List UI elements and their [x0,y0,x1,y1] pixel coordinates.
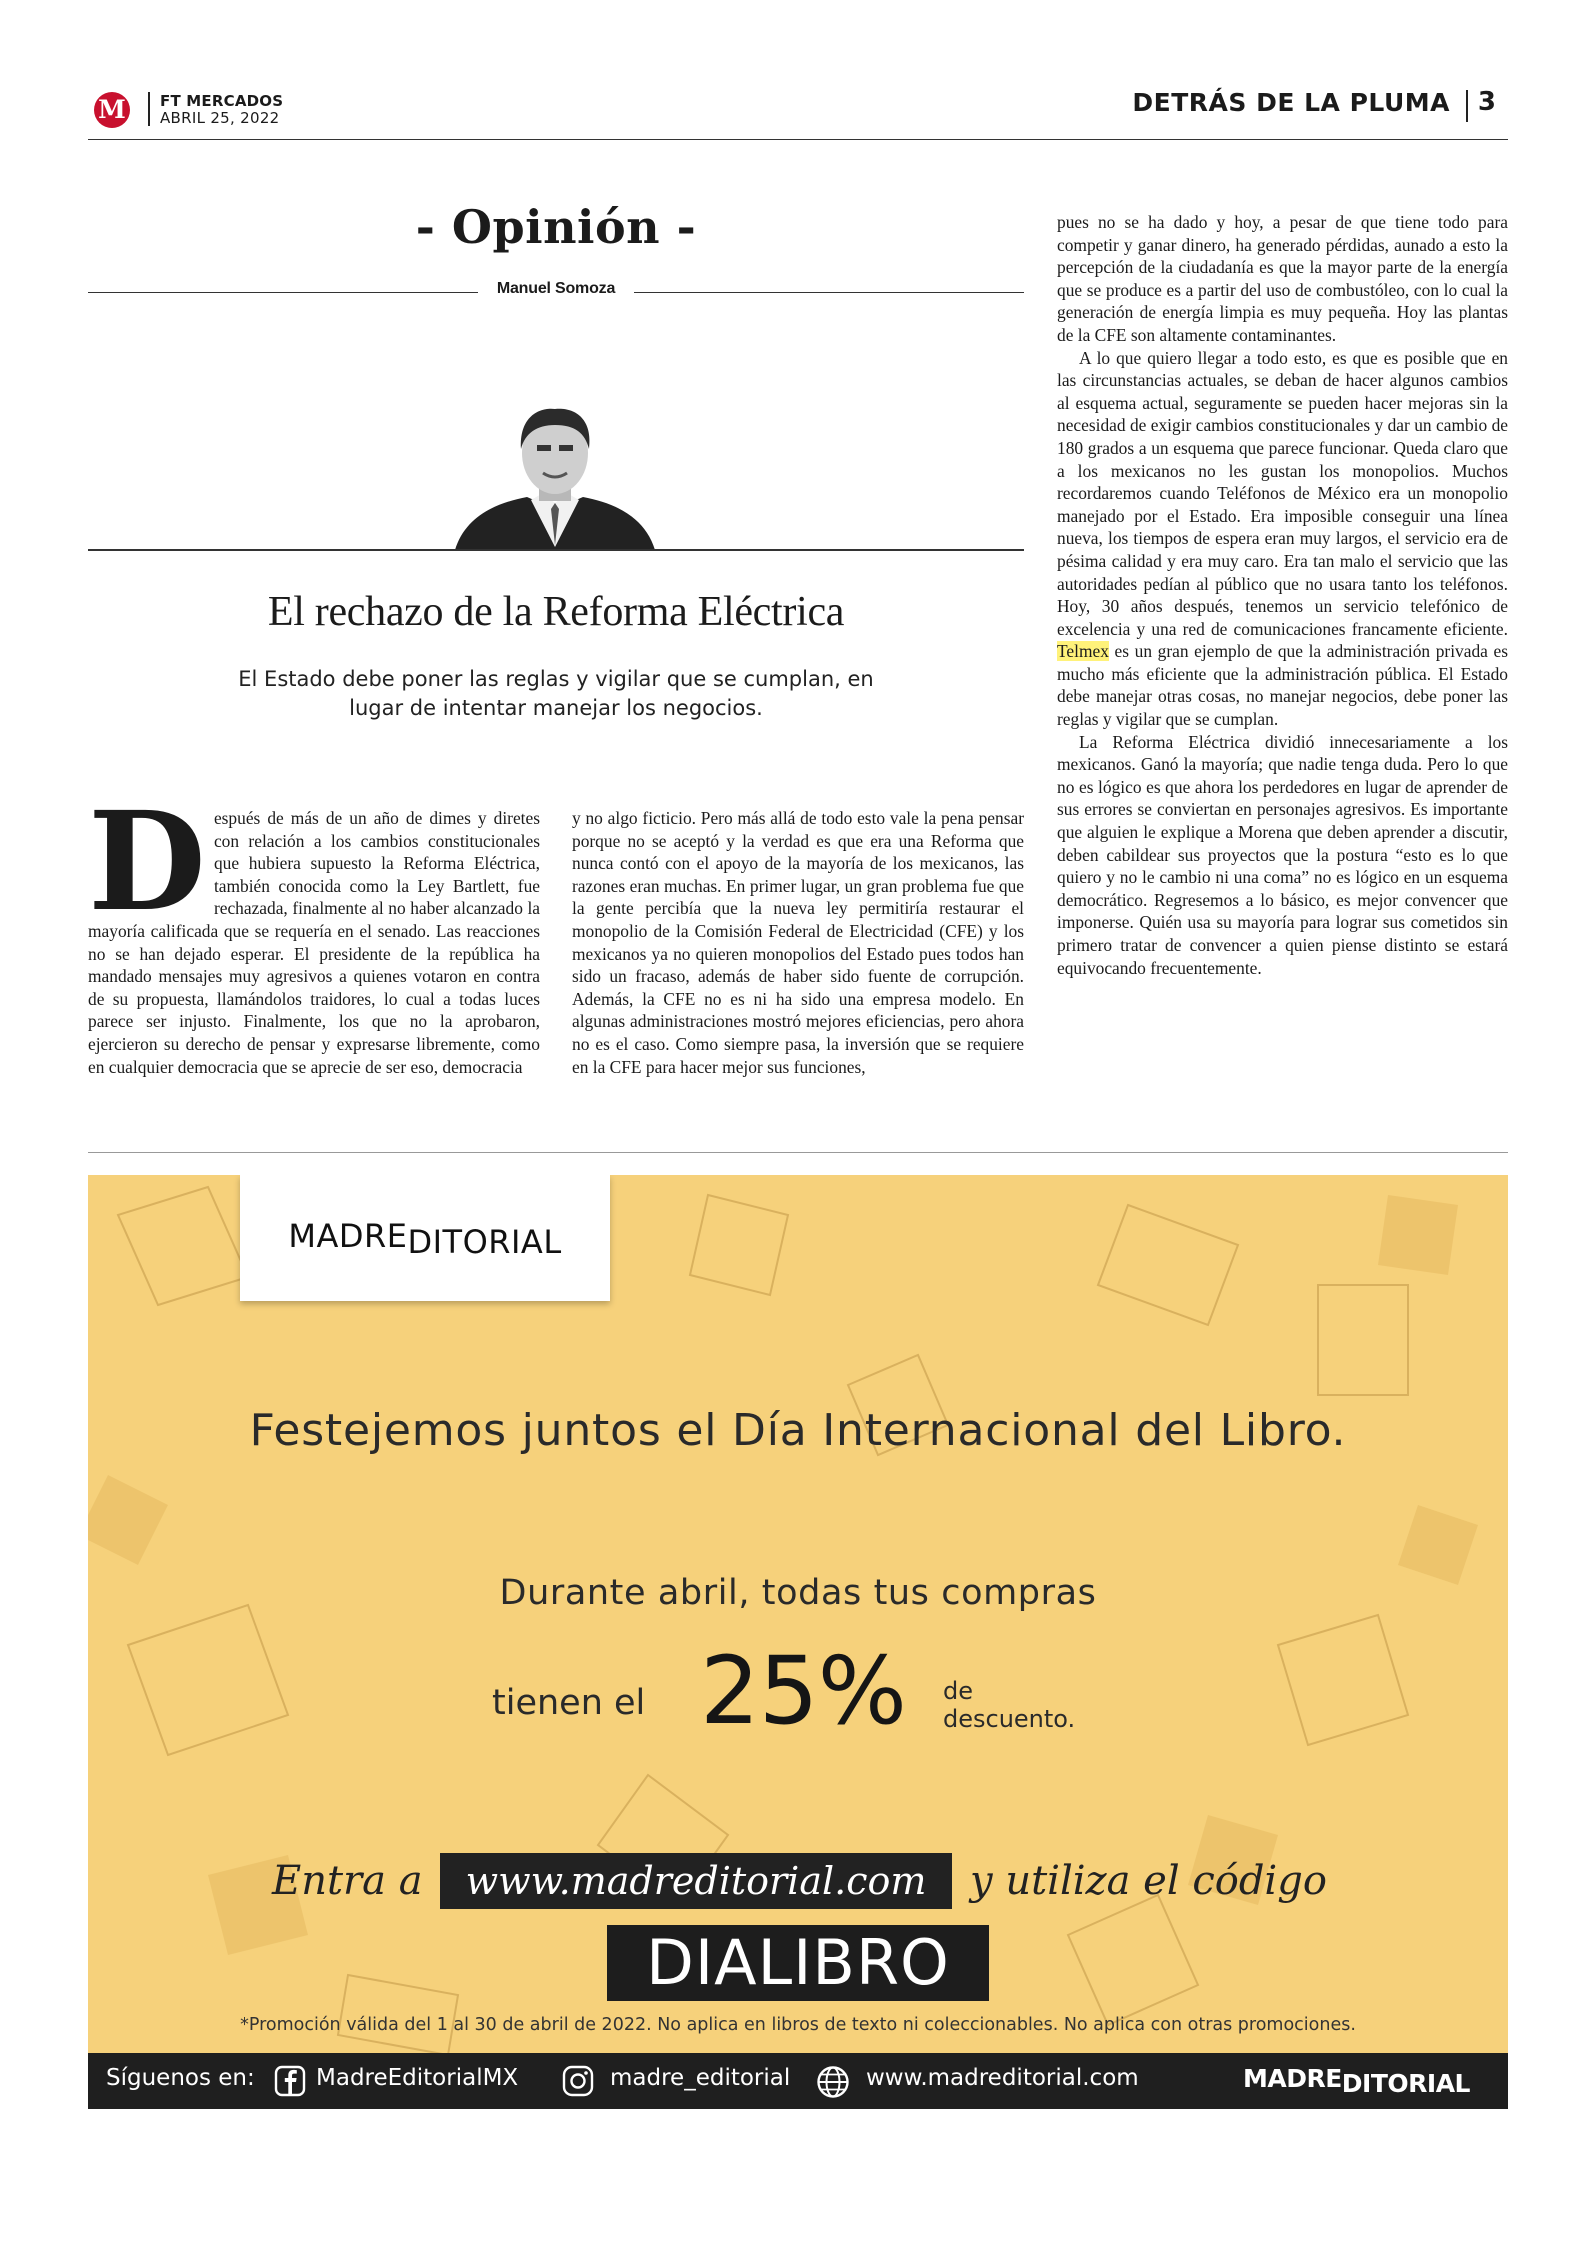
issue-date: ABRIL 25, 2022 [160,109,280,127]
drop-cap: D [88,782,206,942]
cta-suffix: y utiliza el código [970,1858,1327,1904]
brand-logo-part: DITORIAL [407,1223,562,1261]
page-kicker: DETRÁS DE LA PLUMA [1132,88,1450,117]
promo-code: DIALIBRO [607,1925,989,2001]
paragraph-text-part: es un gran ejemplo de que la administración privada es mucho más eficiente que la administración pública. El Estado debe manejar otras cosas, no manejar negocios, debe poner las reglas y vigilar que se cumplan. [1057,641,1508,730]
article-ad-divider [88,1152,1508,1153]
section-name: FT MERCADOS [160,92,284,110]
highlighted-term: Telmex [1057,641,1109,662]
brand-logo [240,1217,610,1261]
discount-percentage: 25% [700,1637,906,1746]
paragraph-text: La Reforma Eléctrica dividió innecesariamente a los mexicanos. Ganó la mayoría; que nadie tenga duda. Pero lo que no es lógico es que ahora los perdedores en lugar de aprender de sus errores se conviertan en personajes agresivos. Es importante que alguien le explique a Morena que deben aprender a discutir, deben cabildear sus proyectos que la postura “esto es lo que quiero y no le cambio ni una coma” no es lógico en un esquema democrático. Regresemos a lo básico, es mejor convencer que imponerse. Quién usa su mayoría para lograr sus cometidos sin primero tratar de convencer a quien piense distinto se estará equivocando frecuentemente. [1057,731,1508,978]
globe-icon[interactable] [816,2065,850,2099]
facebook-handle[interactable]: MadreEditorialMX [316,2065,519,2091]
facebook-icon[interactable] [274,2065,306,2097]
page-header [88,84,1508,140]
ad-offer-prefix: tienen el [492,1683,646,1723]
brand-logo-box [240,1175,610,1301]
madre-editorial-ad[interactable] [88,1175,1508,2053]
cta-prefix: Entra a [272,1858,423,1904]
discount-de: de [943,1677,973,1705]
brand-logo-part: MADRE [1242,2064,1342,2093]
website-link[interactable]: www.madreditorial.com [440,1853,952,1909]
milenio-logo: M [94,92,130,128]
brand-logo-part: DITORIAL [1341,2069,1470,2098]
section-label: - Opinión - [415,200,697,254]
follow-label: Síguenos en: [106,2065,255,2091]
article-headline: El rechazo de la Reforma Eléctrica [267,589,845,635]
article-deck: El Estado debe poner las reglas y vigilar que se cumplan, en lugar de intentar manejar los negocios. [238,667,874,720]
article-column-3 [1057,211,1508,979]
author-portrait [455,405,655,550]
book-pattern-background [88,1175,1508,2053]
paragraph-text: pues no se ha dado y hoy, a pesar de que tiene todo para competir y ganar dinero, ha generado pérdidas, aunado a esto la percepción de la ciudadanía es que la mayor parte de la energía que se produce es a partir del uso de combustóleo, con lo cual la generación de energía limpia es muy pequeña. Hoy las plantas de la CFE son altamente contaminantes. [1057,212,1508,345]
social-bar [88,2053,1508,2109]
website-text[interactable]: www.madreditorial.com [866,2065,1139,2091]
header-divider [148,92,150,126]
ad-headline: Festejemos juntos el Día Internacional del Libro. [249,1405,1347,1456]
brand-logo-small [1242,2064,1470,2098]
article-column-2 [572,807,1024,1078]
paragraph-text [1057,347,1508,731]
paragraph-text-part: A lo que quiero llegar a todo esto, es que es posible que en las circunstancias actuales, se deban de hacer algunos cambios al esquema actual, seguramente se pueden hacer mejoras sin la necesidad de exigir cambios constitucionales y dar un cambio de 180 grados a un esquema que parece funcionar. Queda claro que a los mexicanos no les gustan los monopolios. Muchos recordaremos cuando Teléfonos de México era un monopolio manejado por el Estado. Era imposible conseguir una línea nueva, los tiempos de espera eran muy largos, el servicio era de pésima calidad y era muy caro. Era tan malo el servicio que las autoridades pedían al público que no usara tanto los teléfonos. Hoy, 30 años después, tenemos un servicio telefónico de excelencia y una red de comunicaciones francamente eficiente. [1057,347,1508,639]
instagram-icon[interactable] [562,2065,594,2097]
author-byline: Manuel Somoza [478,280,634,298]
brand-logo-part: MADRE [288,1217,408,1255]
article-column-1 [88,782,540,1078]
discount-label: descuento. [943,1705,1076,1733]
page-number: 3 [1477,87,1496,117]
paragraph-text: espués de más de un año de dimes y diretes con relación a los cambios constitucionales que hubiera supuesto la Reforma Eléctrica, también conocida como la Ley Bartlett, fue rechazada, finalmente al no haber alcanzado la mayoría calificada que se requería en el senado. Las reacciones no se han dejado esperar. El presidente de la república ha mandado mensajes muy agresivos a quienes votaron en contra de su propuesta, llamándolos traidores, lo cual a todas luces parece ser injusto. Finalmente, los que no la aprobaron, ejercieron su derecho de pensar y expresarse libremente, como en cualquier democracia que se aprecie de ser eso, democracia [88,808,540,1077]
paragraph-text: y no algo ficticio. Pero más allá de todo esto vale la pena pensar porque no se aceptó y la verdad es que era una Reforma que nunca contó con el apoyo de la mayoría de los mexicanos, las razones eran muchas. En primer lugar, un gran problema fue que la gente percibía que la nueva ley permitiría restaurar el monopolio de la Comisión Federal de Electricidad (CFE) y los mexicanos ya no quieren monopolios del Estado pues todos han sido un fracaso, además de haber sido fuente de corrupción. Además, la CFE no es ni ha sido una empresa modelo. En algunas administraciones mostró mejores eficiencias, pero ahora no es el caso. Como siempre pasa, la inversión que se requiere en la CFE para hacer mejor sus funciones, [572,808,1024,1077]
photo-divider [88,549,1024,551]
header-divider [1466,90,1468,122]
ad-subheadline: Durante abril, todas tus compras [499,1573,1097,1613]
instagram-handle[interactable]: madre_editorial [610,2065,791,2091]
fine-print: *Promoción válida del 1 al 30 de abril de 2022. No aplica en libros de texto ni coleccionables. No aplica con otras promociones. [240,2015,1356,2035]
